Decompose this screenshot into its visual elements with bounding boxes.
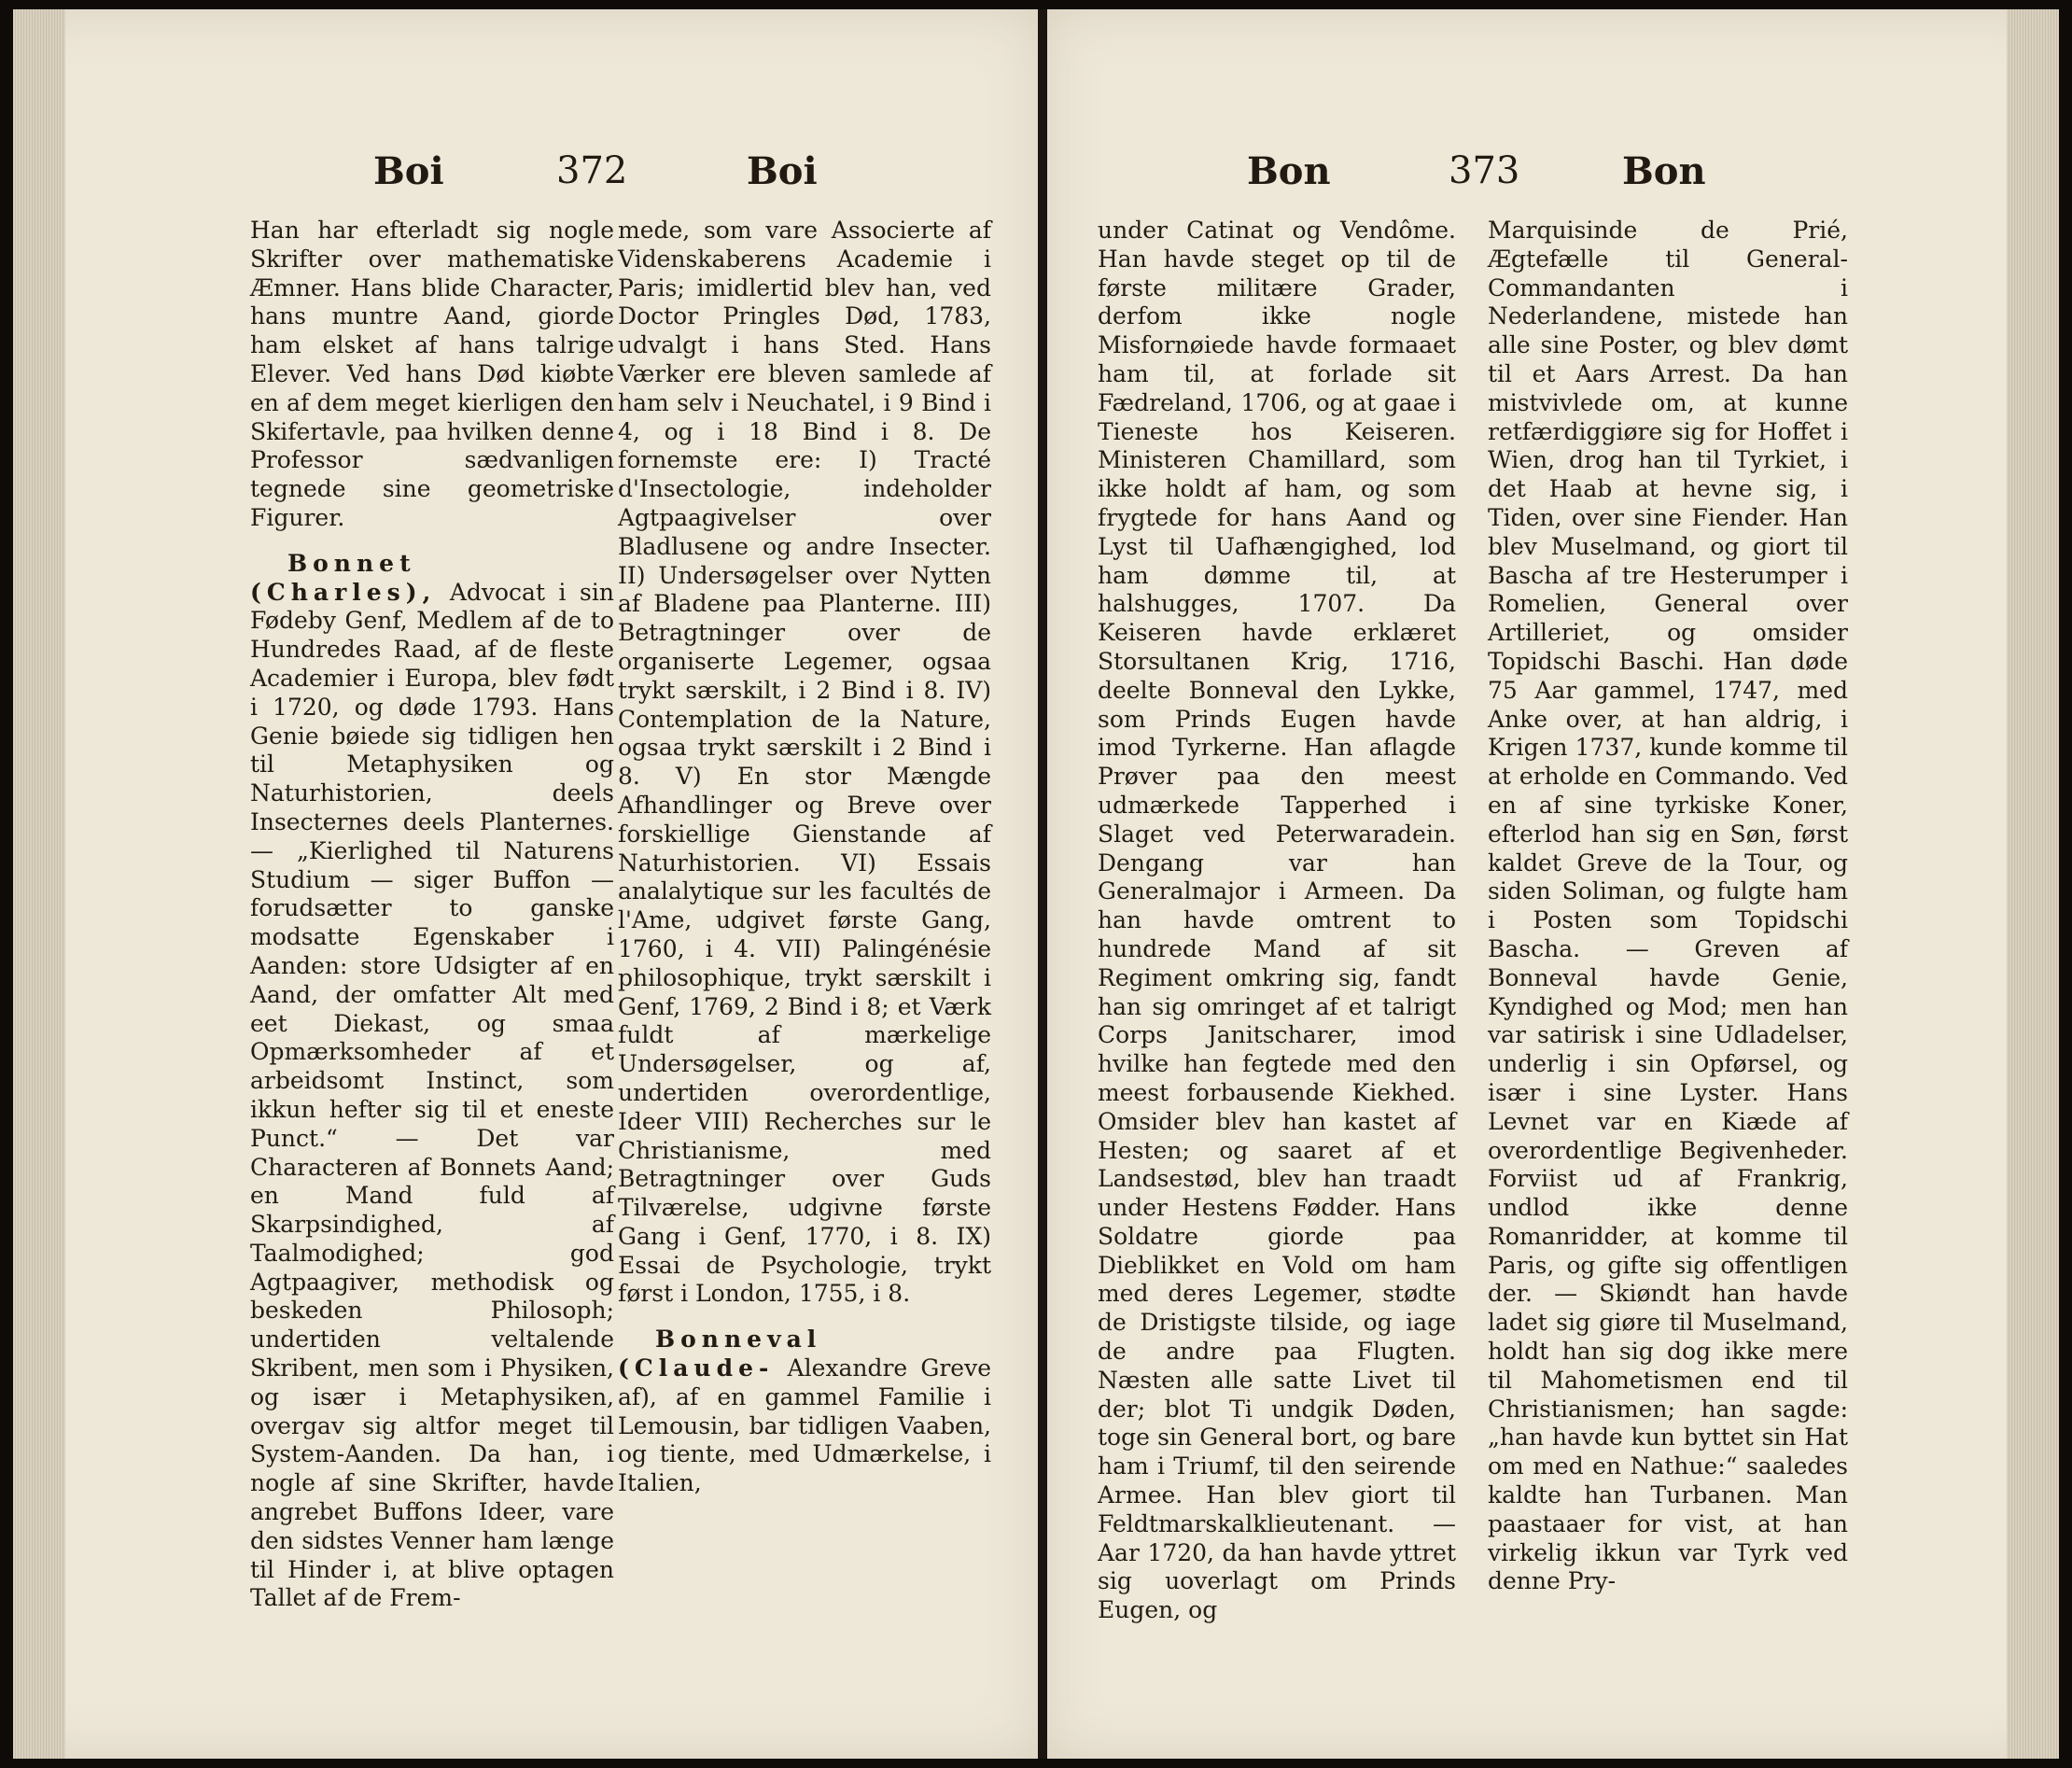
entry-name-bonneval: Bonneval (Claude-: [618, 1326, 822, 1382]
right-col2-paragraph: Marquisinde de Prié, Ægtefælle til General-Commandanten i Nederlandene, mistede han alle sine Poster, og blev dømt til et Aars Arrest. Da han mistvivlede om, at kunne retfærdiggiøre sig for Hoffet i Wien, drog han til Tyrkiet, i det Haab at hevne sig, i Tiden, over sine Fiender. Han blev Muselmand, og giort til Bascha af tre Hesterumper i Romelien, General over Artilleriet, og omsider Topidschi Baschi. Han døde 75 Aar gammel, 1747, med Anke over, at han aldrig, i Krigen 1737, kunde komme til at erholde en Commando. Ved en af sine tyrkiske Koner, efterlod han sig en Søn, først kaldet Greve de la Tour, og siden Soliman, og fulgte ham i Posten som Topidschi Bascha. — Greven af Bonneval havde Genie, Kyndighed og Mod; men han var satirisk i sine Udladelser, underlig i sin Opførsel, og især i sine Lyster. Hans Levnet var en Kiæde af overordentlige Begivenheder. Forviist ud af Frankrig, undlod ikke denne Romanridder, at komme til Paris, og gifte sig offentligen der. — Skiøndt han havde ladet sig giøre til Muselmand, holdt han sig dog ikke mere til Mahometismen end til Christianismen; han sagde: „han havde kun byttet sin Hat om med en Nathue:“ saaledes kaldte han Turbanen. Man paastaaer for vist, at han virkelig ikkun var Tyrk ved denne Pry-: [1488, 217, 1848, 1595]
book-gutter: [1038, 9, 1047, 1759]
right-page-number: 373: [1449, 149, 1520, 192]
right-column-1: [1098, 217, 1456, 1625]
right-header-word-right: Bon: [1622, 149, 1706, 193]
left-col2-paragraph: mede, som vare Associerte af Videnskaberens Academie i Paris; imidlertid blev han, ved Doctor Pringles Død, 1783, udvalgt i hans Sted. Hans Værker ere bleven samlede af ham selv i Neuchatel, i 9 Bind i 4, og i 18 Bind i 8. De fornemste ere: I) Tracté d'Insectologie, indeholder Agtpaagivelser over Bladlusene og andre Insecter. II) Undersøgelser over Nytten af Bladene paa Planterne. III) Betragtninger over de organiserte Legemer, ogsaa trykt særskilt, i 2 Bind i 8. IV) Contemplation de la Nature, ogsaa trykt særskilt i 2 Bind i 8. V) En stor Mængde Afhandlinger og Breve over forskiellige Gienstande af Naturhistorien. VI) Essais analalytique sur les facultés de l'Ame, udgivet første Gang, 1760, i 4. VII) Palingénésie philosophique, trykt særskilt i Genf, 1769, 2 Bind i 8; et Værk fuldt af mærkelige Undersøgelser, og af, undertiden overordentlige, Ideer VIII) Recherches sur le Christianisme, med Betragtninger over Guds Tilværelse, udgivne første Gang i Genf, 1770, i 8. IX) Essai de Psychologie, trykt først i London, 1755, i 8.: [618, 217, 991, 1308]
left-col2-entry: [618, 1326, 991, 1498]
left-page-number: 372: [556, 149, 628, 192]
left-header-word: Boi: [373, 149, 444, 193]
right-column-2: [1488, 217, 1848, 1596]
right-header-word: Bon: [1247, 149, 1331, 193]
left-column-1: [250, 217, 614, 1613]
right-col1-paragraph: under Catinat og Vendôme. Han havde steget op til de første militære Grader, derfom ikke nogle Misfornøiede havde formaaet ham til, at forlade sit Fædreland, 1706, og at gaae i Tieneste hos Keiseren. Ministeren Chamillard, som ikke holdt af ham, og som frygtede for hans Aand og Lyst til Uafhængighed, lod ham dømme til, at halshugges, 1707. Da Keiseren havde erklæret Storsultanen Krig, 1716, deelte Bonneval den Lykke, som Prinds Eugen havde imod Tyrkerne. Han aflagde Prøver paa den meest udmærkede Tapperhed i Slaget ved Peterwaradein. Dengang var han Generalmajor i Armeen. Da han havde omtrent to hundrede Mand af sit Regiment omkring sig, fandt han sig omringet af et talrigt Corps Janitscharer, imod hvilke han fegtede med den meest forbausende Kiekhed. Omsider blev han kastet af Hesten; og saaret af et Landsestød, blev han traadt under Hestens Fødder. Hans Soldatre giorde paa Dieblikket en Vold om ham med deres Legemer, stødte de Dristigste tilside, og iage de andre paa Flugten. Næsten alle satte Livet til der; blot Ti undgik Døden, toge sin General bort, og bare ham i Triumf, til den seirende Armee. Han blev giort til Feldtmarskalklieutenant. — Aar 1720, da han havde yttret sig uoverlagt om Prinds Eugen, og: [1098, 217, 1456, 1624]
right-page-edge: [2007, 9, 2059, 1759]
left-header-word-right: Boi: [747, 149, 818, 193]
left-col1-paragraph: Han har efterladt sig nogle Skrifter over mathematiske Æmner. Hans blide Character, hans muntre Aand, giorde ham elsket af hans talrige Elever. Ved hans Død kiøbte en af dem meget kierligen den Skifertavle, paa hvilken denne Professor sædvanligen tegnede sine geometriske Figurer.: [250, 217, 614, 531]
entry-text-bonneval: Alexandre Greve af), af en gammel Familie i Lemousin, bar tidligen Vaaben, og tiente, med Udmærkelse, i Italien,: [618, 1354, 992, 1497]
left-page-edge: [13, 9, 65, 1759]
entry-name-bonnet: Bonnet (Charles),: [250, 549, 437, 606]
left-column-2: [618, 217, 991, 1498]
left-col1-entry: [250, 550, 614, 1613]
entry-text-bonnet: Advocat i sin Fødeby Genf, Medlem af de to Hundredes Raad, af de fleste Academier i Europa, blev født i 1720, og døde 1793. Hans Genie bøiede sig tidligen hen til Metaphysiken og Naturhistorien, deels Insecternes deels Planternes. — „Kierlighed til Naturens Studium — siger Buffon — forudsætter to ganske modsatte Egenskaber i Aanden: store Udsigter af en Aand, der omfatter Alt med eet Diekast, og smaa Opmærksomheder af et arbeidsomt Instinct, som ikkun hefter sig til et eneste Punct.“ — Det var Characteren af Bonnets Aand; en Mand fuld af Skarpsindighed, af Taalmodighed; god Agtpaagiver, methodisk og beskeden Philosoph; undertiden veltalende Skribent, men som i Physiken, og især i Metaphysiken, overgav sig altfor meget til System-Aanden. Da han, i nogle af sine Skrifter, havde angrebet Buffons Ideer, vare den sidstes Venner ham længe til Hinder i, at blive optagen Tallet af de Frem-: [250, 578, 614, 1612]
